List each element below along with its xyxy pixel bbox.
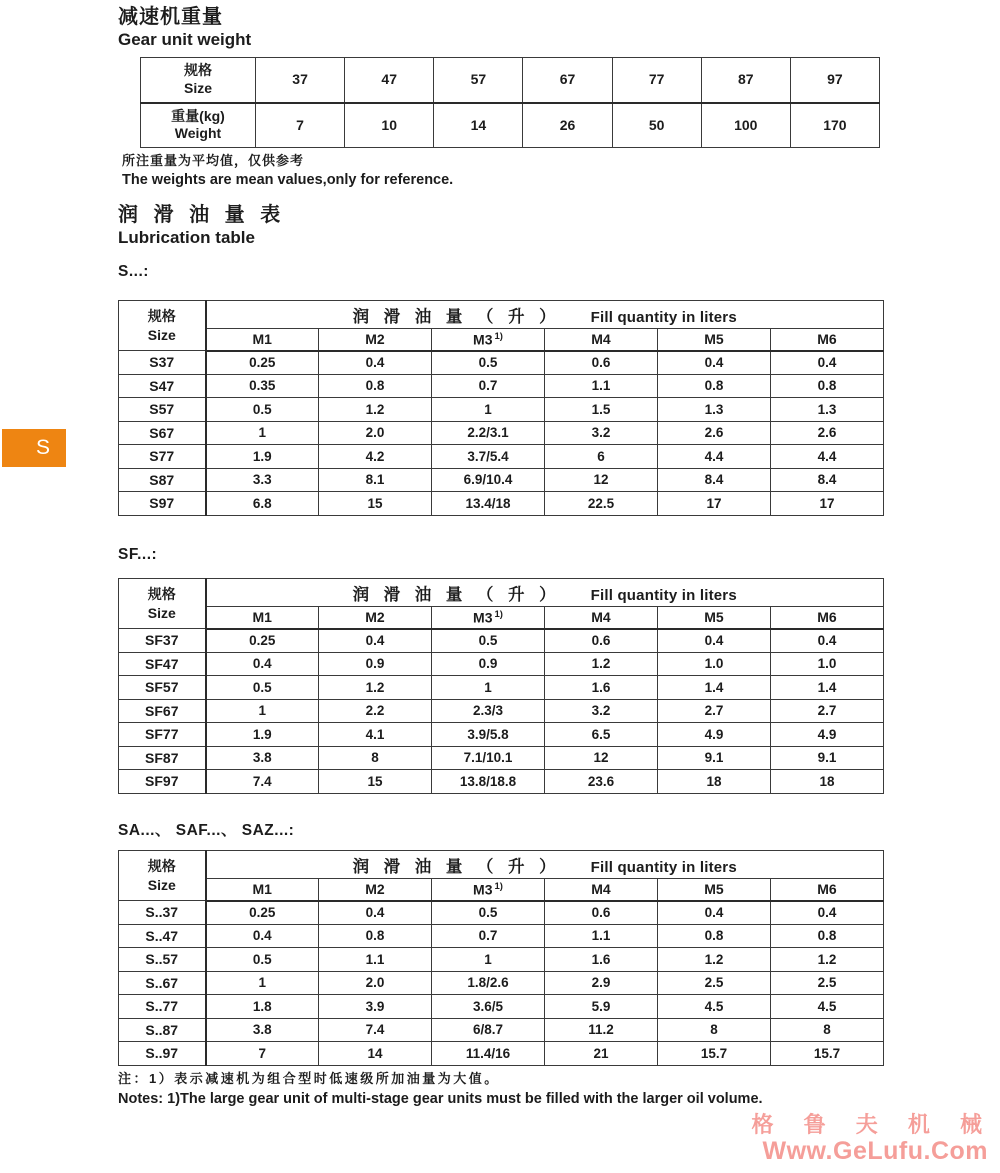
row-size-label: S67 <box>119 421 206 445</box>
fill-quantity-zh: 润 滑 油 量 （ 升 ） <box>352 585 561 604</box>
lube-table-sf-body <box>119 629 884 794</box>
section-tab-s: S <box>2 429 66 467</box>
table-cell: 1.2 <box>319 676 432 700</box>
table-row <box>119 445 884 469</box>
table-cell: 0.5 <box>432 629 545 653</box>
row-size-label: SF77 <box>119 723 206 747</box>
table-cell: 0.8 <box>319 374 432 398</box>
table-cell: 4.4 <box>658 445 771 469</box>
m3-footnote-marker: 1) <box>494 608 503 620</box>
fill-quantity-en: Fill quantity in liters <box>590 586 737 604</box>
table-cell: 15.7 <box>658 1042 771 1066</box>
weight-row-header <box>141 103 256 148</box>
lube-header-row-1 <box>119 851 884 879</box>
table-cell: 3.2 <box>545 421 658 445</box>
table-cell: 4.5 <box>771 995 884 1019</box>
col-header-m1: M1 <box>206 329 319 351</box>
table-cell: 0.6 <box>545 629 658 653</box>
table-cell: 100 <box>701 103 790 148</box>
table-cell: 1 <box>206 421 319 445</box>
fill-quantity-header <box>206 579 884 607</box>
table-cell: 6 <box>545 445 658 469</box>
table-cell: 1.0 <box>658 652 771 676</box>
table-cell: 0.5 <box>206 398 319 422</box>
col-header-m3 <box>432 607 545 629</box>
table-cell: 47 <box>345 58 434 103</box>
table-row <box>119 699 884 723</box>
footnote-zh: 注：1）表示减速机为组合型时低速级所加油量为大值。 <box>118 1071 500 1086</box>
table-cell: 7.4 <box>319 1018 432 1042</box>
table-cell: 8 <box>771 1018 884 1042</box>
lube-size-zh: 规格 <box>147 586 176 603</box>
table-cell: 1.6 <box>545 948 658 972</box>
lube-header-row-1 <box>119 579 884 607</box>
table-cell: 1.1 <box>545 924 658 948</box>
table-cell: 6/8.7 <box>432 1018 545 1042</box>
table-cell: 9.1 <box>771 746 884 770</box>
table-cell: 10 <box>345 103 434 148</box>
table-row <box>119 1042 884 1066</box>
table-label-sf: SF...: <box>118 546 158 563</box>
col-header-m2: M2 <box>319 607 432 629</box>
table-cell: 2.0 <box>319 421 432 445</box>
row-size-label: SF87 <box>119 746 206 770</box>
m3-label: M3 <box>473 609 493 626</box>
table-cell: 18 <box>771 770 884 794</box>
table-cell: 0.8 <box>658 374 771 398</box>
table-cell: 3.2 <box>545 699 658 723</box>
size-row-header <box>141 58 256 103</box>
table-cell: 12 <box>545 746 658 770</box>
weight-table-size-row <box>141 58 880 103</box>
table-cell: 0.8 <box>658 924 771 948</box>
col-header-m1: M1 <box>206 607 319 629</box>
col-header-m5: M5 <box>658 879 771 901</box>
watermark <box>751 1112 994 1166</box>
table-cell: 2.2 <box>319 699 432 723</box>
table-cell: 57 <box>434 58 523 103</box>
table-cell: 15 <box>319 492 432 516</box>
table-cell: 13.8/18.8 <box>432 770 545 794</box>
table-cell: 0.6 <box>545 351 658 375</box>
size-label-zh: 规格 <box>184 62 212 79</box>
table-row <box>119 351 884 375</box>
table-cell: 11.2 <box>545 1018 658 1042</box>
table-cell: 1 <box>432 948 545 972</box>
table-cell: 17 <box>771 492 884 516</box>
m3-footnote-marker: 1) <box>494 880 503 892</box>
watermark-company-name: 格 鲁 夫 机 械 <box>751 1112 994 1137</box>
weight-section-titles <box>118 6 251 50</box>
col-header-m4: M4 <box>545 879 658 901</box>
table-cell: 4.1 <box>319 723 432 747</box>
lube-table-s-body <box>119 351 884 516</box>
table-cell: 0.4 <box>771 351 884 375</box>
table-cell: 2.5 <box>658 971 771 995</box>
row-size-label: SF47 <box>119 652 206 676</box>
table-cell: 8.1 <box>319 468 432 492</box>
table-row <box>119 468 884 492</box>
gear-weight-table <box>140 57 880 148</box>
table-cell: 50 <box>612 103 701 148</box>
table-cell: 37 <box>256 58 345 103</box>
table-row <box>119 901 884 925</box>
table-cell: 97 <box>790 58 879 103</box>
table-cell: 0.4 <box>319 629 432 653</box>
table-cell: 6.5 <box>545 723 658 747</box>
table-cell: 3.9/5.8 <box>432 723 545 747</box>
table-cell: 0.5 <box>432 351 545 375</box>
table-row <box>119 676 884 700</box>
table-row <box>119 924 884 948</box>
table-cell: 1.3 <box>771 398 884 422</box>
col-header-m1: M1 <box>206 879 319 901</box>
table-cell: 3.3 <box>206 468 319 492</box>
table-cell: 1.4 <box>658 676 771 700</box>
table-cell: 2.9 <box>545 971 658 995</box>
table-cell: 67 <box>523 58 612 103</box>
table-cell: 2.6 <box>658 421 771 445</box>
m3-footnote-marker: 1) <box>494 330 503 342</box>
table-cell: 1 <box>206 699 319 723</box>
table-cell: 0.7 <box>432 924 545 948</box>
table-cell: 7 <box>206 1042 319 1066</box>
fill-quantity-zh: 润 滑 油 量 （ 升 ） <box>352 857 561 876</box>
table-cell: 8.4 <box>658 468 771 492</box>
table-cell: 170 <box>790 103 879 148</box>
col-header-m2: M2 <box>319 879 432 901</box>
table-cell: 1.2 <box>319 398 432 422</box>
table-cell: 1 <box>432 676 545 700</box>
table-cell: 1.2 <box>545 652 658 676</box>
table-row <box>119 995 884 1019</box>
table-cell: 4.5 <box>658 995 771 1019</box>
table-cell: 0.25 <box>206 901 319 925</box>
row-size-label: SF57 <box>119 676 206 700</box>
table-cell: 1.9 <box>206 445 319 469</box>
table-cell: 0.5 <box>206 676 319 700</box>
table-cell: 3.6/5 <box>432 995 545 1019</box>
table-cell: 3.7/5.4 <box>432 445 545 469</box>
table-cell: 1.5 <box>545 398 658 422</box>
table-cell: 1.1 <box>545 374 658 398</box>
table-cell: 0.5 <box>432 901 545 925</box>
weight-note <box>122 152 453 190</box>
table-cell: 0.8 <box>771 374 884 398</box>
table-cell: 8 <box>658 1018 771 1042</box>
weight-title-zh: 减速机重量 <box>118 6 223 28</box>
table-row <box>119 629 884 653</box>
row-size-label: SF37 <box>119 629 206 653</box>
table-row <box>119 723 884 747</box>
table-cell: 87 <box>701 58 790 103</box>
table-cell: 1.2 <box>658 948 771 972</box>
table-cell: 13.4/18 <box>432 492 545 516</box>
weight-title-en: Gear unit weight <box>118 30 252 49</box>
row-size-label: S57 <box>119 398 206 422</box>
table-cell: 5.9 <box>545 995 658 1019</box>
table-row <box>119 398 884 422</box>
row-size-label: S..97 <box>119 1042 206 1066</box>
lube-header-row-2 <box>119 879 884 901</box>
table-cell: 0.4 <box>658 629 771 653</box>
lubrication-table-sf <box>118 578 884 794</box>
row-size-label: SF97 <box>119 770 206 794</box>
table-cell: 1 <box>432 398 545 422</box>
row-size-label: S87 <box>119 468 206 492</box>
lubrication-section-titles <box>118 204 285 248</box>
table-cell: 6.9/10.4 <box>432 468 545 492</box>
lube-size-zh: 规格 <box>147 858 176 875</box>
table-cell: 18 <box>658 770 771 794</box>
row-size-label: SF67 <box>119 699 206 723</box>
table-cell: 0.25 <box>206 351 319 375</box>
table-row <box>119 971 884 995</box>
weight-table-weight-row <box>141 103 880 148</box>
fill-quantity-en: Fill quantity in liters <box>590 308 737 326</box>
table-cell: 23.6 <box>545 770 658 794</box>
table-cell: 1.4 <box>771 676 884 700</box>
m3-label: M3 <box>473 331 493 348</box>
col-header-m6: M6 <box>771 879 884 901</box>
row-size-label: S..87 <box>119 1018 206 1042</box>
table-cell: 0.4 <box>658 901 771 925</box>
size-label-en: Size <box>183 79 212 96</box>
table-row <box>119 421 884 445</box>
table-label-s: S...: <box>118 263 149 280</box>
table-row <box>119 770 884 794</box>
lube-size-en: Size <box>147 604 176 621</box>
table-cell: 2.0 <box>319 971 432 995</box>
table-cell: 0.4 <box>771 901 884 925</box>
table-row <box>119 652 884 676</box>
table-cell: 1.9 <box>206 723 319 747</box>
table-cell: 4.2 <box>319 445 432 469</box>
fill-quantity-en: Fill quantity in liters <box>590 858 737 876</box>
table-cell: 26 <box>523 103 612 148</box>
table-cell: 17 <box>658 492 771 516</box>
col-header-m2: M2 <box>319 329 432 351</box>
weight-note-en: The weights are mean values,only for reference. <box>122 172 454 189</box>
fill-quantity-header <box>206 301 884 329</box>
table-cell: 14 <box>319 1042 432 1066</box>
table-cell: 2.7 <box>658 699 771 723</box>
table-cell: 0.4 <box>658 351 771 375</box>
table-cell: 0.4 <box>319 351 432 375</box>
table-cell: 11.4/16 <box>432 1042 545 1066</box>
table-cell: 3.8 <box>206 746 319 770</box>
table-cell: 0.7 <box>432 374 545 398</box>
table-cell: 0.6 <box>545 901 658 925</box>
lube-size-en: Size <box>147 876 176 893</box>
table-cell: 0.4 <box>206 924 319 948</box>
table-cell: 1.2 <box>771 948 884 972</box>
table-cell: 12 <box>545 468 658 492</box>
lube-header-row-2 <box>119 607 884 629</box>
row-size-label: S..47 <box>119 924 206 948</box>
table-cell: 0.25 <box>206 629 319 653</box>
fill-quantity-header <box>206 851 884 879</box>
lube-size-header <box>119 301 206 351</box>
col-header-m6: M6 <box>771 329 884 351</box>
weight-label-zh: 重量(kg) <box>171 107 225 124</box>
table-cell: 0.4 <box>771 629 884 653</box>
table-cell: 0.4 <box>319 901 432 925</box>
footnotes <box>118 1069 763 1110</box>
table-cell: 7.4 <box>206 770 319 794</box>
table-cell: 4.9 <box>771 723 884 747</box>
table-row <box>119 492 884 516</box>
table-label-sa-saf-saz: SA...、 SAF...、 SAZ...: <box>118 822 295 839</box>
table-cell: 7 <box>256 103 345 148</box>
lube-size-header <box>119 579 206 629</box>
lube-size-en: Size <box>147 326 176 343</box>
row-size-label: S..67 <box>119 971 206 995</box>
table-cell: 8.4 <box>771 468 884 492</box>
table-cell: 6.8 <box>206 492 319 516</box>
table-cell: 0.5 <box>206 948 319 972</box>
col-header-m5: M5 <box>658 607 771 629</box>
lubrication-title-en: Lubrication table <box>118 228 255 247</box>
table-cell: 1.6 <box>545 676 658 700</box>
table-cell: 2.6 <box>771 421 884 445</box>
fill-quantity-zh: 润 滑 油 量 （ 升 ） <box>352 307 561 326</box>
weight-note-zh: 所注重量为平均值，仅供参考 <box>122 153 305 168</box>
table-cell: 8 <box>319 746 432 770</box>
row-size-label: S..77 <box>119 995 206 1019</box>
table-cell: 2.5 <box>771 971 884 995</box>
col-header-m3 <box>432 329 545 351</box>
row-size-label: S..37 <box>119 901 206 925</box>
table-cell: 4.9 <box>658 723 771 747</box>
table-cell: 14 <box>434 103 523 148</box>
col-header-m6: M6 <box>771 607 884 629</box>
table-cell: 21 <box>545 1042 658 1066</box>
row-size-label: S..57 <box>119 948 206 972</box>
lube-size-header <box>119 851 206 901</box>
col-header-m3 <box>432 879 545 901</box>
table-cell: 77 <box>612 58 701 103</box>
table-cell: 0.8 <box>771 924 884 948</box>
table-cell: 9.1 <box>658 746 771 770</box>
table-cell: 1.8 <box>206 995 319 1019</box>
table-cell: 1 <box>206 971 319 995</box>
table-cell: 1.0 <box>771 652 884 676</box>
table-cell: 22.5 <box>545 492 658 516</box>
table-cell: 2.7 <box>771 699 884 723</box>
table-cell: 0.8 <box>319 924 432 948</box>
col-header-m4: M4 <box>545 329 658 351</box>
table-cell: 15.7 <box>771 1042 884 1066</box>
table-row <box>119 746 884 770</box>
table-cell: 1.8/2.6 <box>432 971 545 995</box>
table-cell: 7.1/10.1 <box>432 746 545 770</box>
table-cell: 0.9 <box>432 652 545 676</box>
footnote-en: Notes: 1)The large gear unit of multi-stage gear units must be filled with the larger oil volume. <box>118 1090 763 1107</box>
lube-size-zh: 规格 <box>147 308 176 325</box>
m3-label: M3 <box>473 881 493 898</box>
lubrication-title-zh: 润 滑 油 量 表 <box>118 204 286 226</box>
watermark-website: Www.GeLufu.Com <box>762 1137 988 1166</box>
weight-label-en: Weight <box>174 125 222 142</box>
table-row <box>119 1018 884 1042</box>
lubrication-table-sa-saf-saz <box>118 850 884 1066</box>
lube-header-row-2 <box>119 329 884 351</box>
table-cell: 4.4 <box>771 445 884 469</box>
row-size-label: S47 <box>119 374 206 398</box>
table-cell: 3.9 <box>319 995 432 1019</box>
table-cell: 2.3/3 <box>432 699 545 723</box>
table-cell: 1.1 <box>319 948 432 972</box>
table-cell: 0.9 <box>319 652 432 676</box>
col-header-m5: M5 <box>658 329 771 351</box>
col-header-m4: M4 <box>545 607 658 629</box>
table-cell: 3.8 <box>206 1018 319 1042</box>
table-row <box>119 948 884 972</box>
table-cell: 0.35 <box>206 374 319 398</box>
lube-header-row-1 <box>119 301 884 329</box>
lubrication-table-s <box>118 300 884 516</box>
lube-table-sa-body <box>119 901 884 1066</box>
table-cell: 2.2/3.1 <box>432 421 545 445</box>
table-row <box>119 374 884 398</box>
row-size-label: S37 <box>119 351 206 375</box>
row-size-label: S97 <box>119 492 206 516</box>
row-size-label: S77 <box>119 445 206 469</box>
table-cell: 1.3 <box>658 398 771 422</box>
table-cell: 0.4 <box>206 652 319 676</box>
table-cell: 15 <box>319 770 432 794</box>
